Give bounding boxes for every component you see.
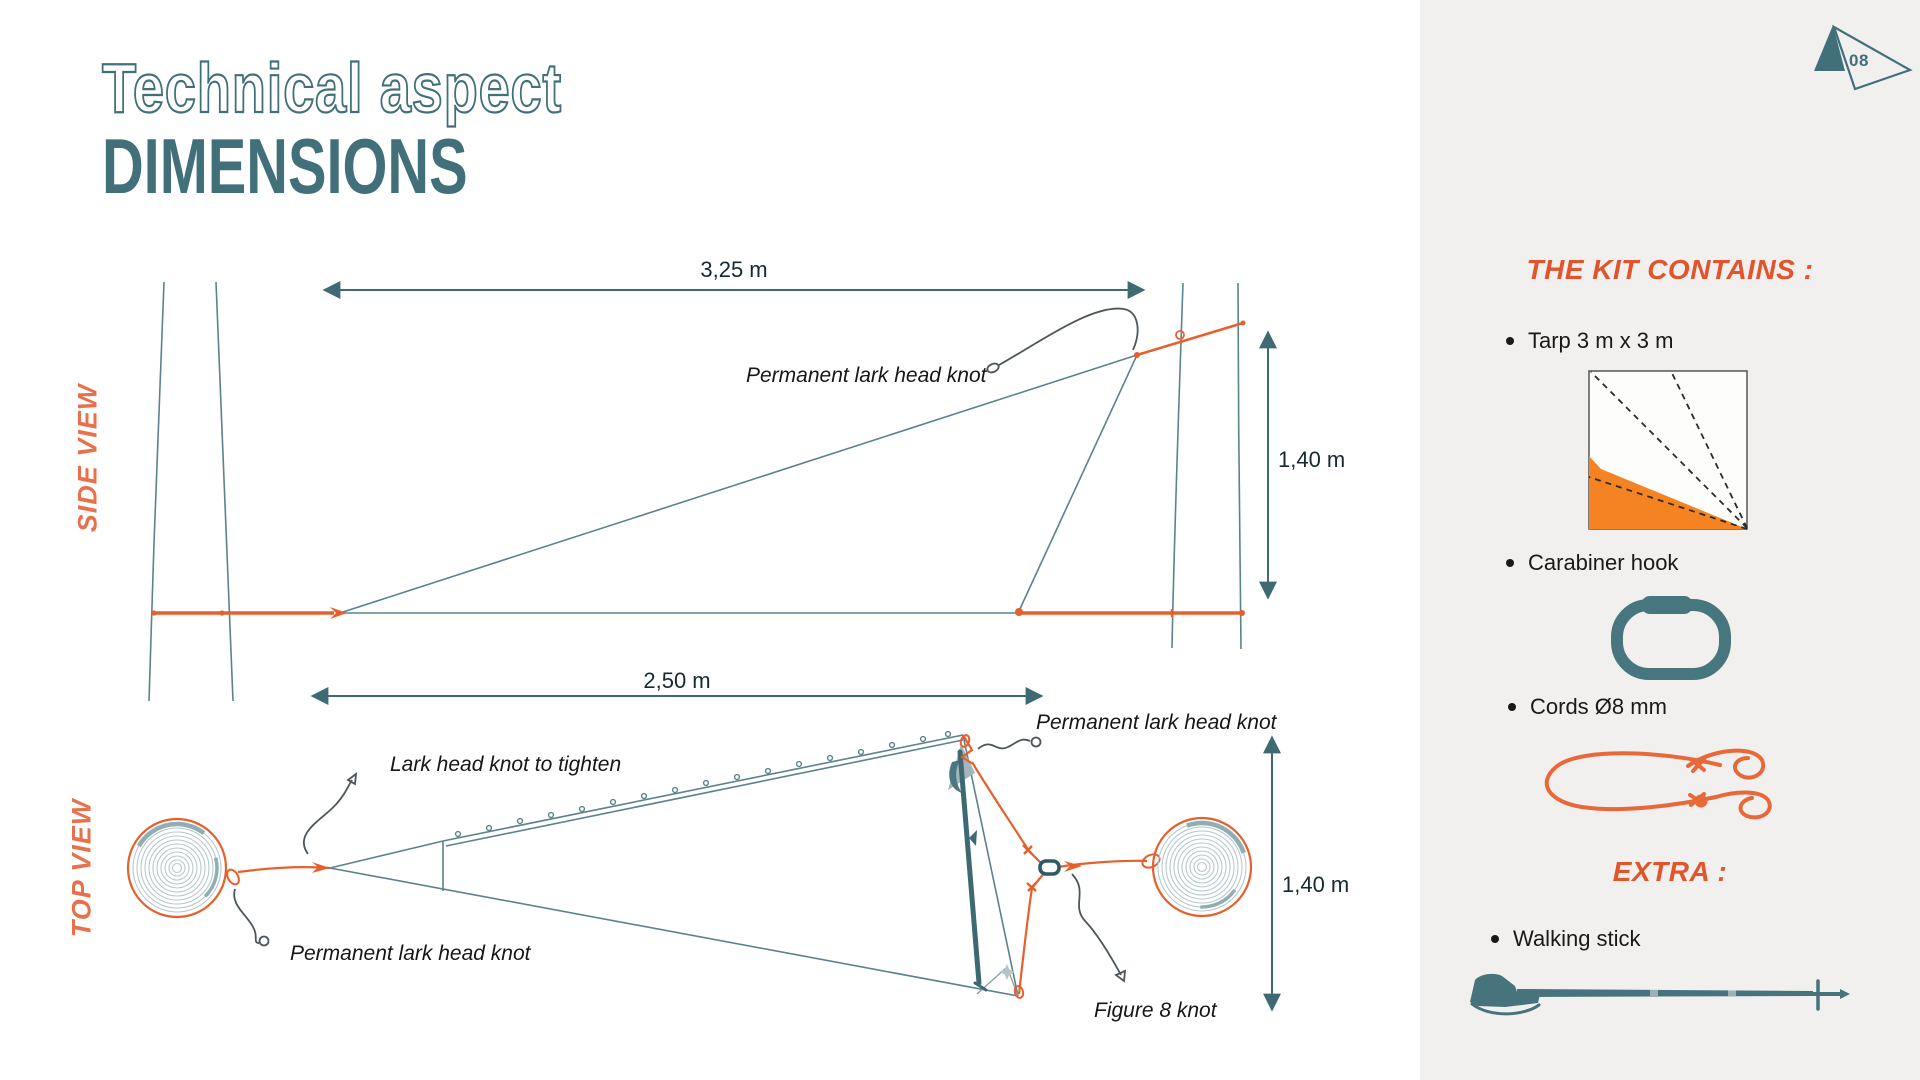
kit-item-label: Cords Ø8 mm [1530, 694, 1667, 719]
bullet-icon [1506, 559, 1514, 567]
kit-item-cords [1508, 694, 1667, 720]
annotation-side-permanent-knot: Permanent lark head knot [746, 364, 987, 387]
annotation-permanent-knot-right: Permanent lark head knot [1036, 711, 1277, 734]
dimension-label-250: 2,50 m [643, 668, 711, 693]
rope-left [238, 862, 330, 873]
top-view-label: TOP VIEW [66, 798, 97, 938]
walking-stick-icon [1462, 962, 1854, 1024]
extra-item-walking-stick [1491, 926, 1641, 952]
page-title: Technical aspect [102, 49, 562, 127]
carabiner-top-view [1040, 861, 1059, 874]
dimension-label-140-side: 1,40 m [1278, 447, 1346, 472]
extra-item-label: Walking stick [1513, 926, 1641, 951]
kit-item-label: Tarp 3 m x 3 m [1528, 328, 1674, 353]
annotation-lark-knot-tighten: Lark head knot to tighten [390, 753, 622, 776]
tarp-side-profile [343, 355, 1137, 613]
log-right-icon [1146, 811, 1259, 924]
tarp-folding-diagram [1585, 367, 1753, 535]
tarp-edge-loops [456, 732, 951, 837]
dimension-label-140-top: 1,40 m [1282, 872, 1350, 897]
bullet-icon [1506, 337, 1514, 345]
dimension-label-325: 3,25 m [700, 257, 768, 282]
kit-title: THE KIT CONTAINS : [1526, 254, 1814, 285]
leader-side-permanent-knot [986, 309, 1138, 375]
side-view-diagram [149, 282, 1268, 701]
kit-item-carabiner [1506, 550, 1678, 576]
cord-icon [1538, 742, 1788, 832]
walking-stick-top-view [948, 744, 986, 990]
page-number: 08 [1849, 51, 1869, 70]
bullet-icon [1508, 703, 1516, 711]
extra-title: EXTRA : [1612, 856, 1728, 887]
ground-strap-right [1015, 608, 1245, 617]
tree-trunk-left-icon [149, 282, 233, 701]
ground-strap-left [151, 607, 347, 619]
annotation-figure8-knot: Figure 8 knot [1094, 999, 1217, 1022]
bullet-icon [1491, 935, 1499, 943]
ridge-rope-apex [1134, 321, 1246, 359]
log-left-icon [117, 808, 241, 928]
sparkle-icon [999, 964, 1015, 980]
carabiner-icon [1609, 592, 1733, 682]
kit-item-label: Carabiner hook [1528, 550, 1679, 575]
page-subtitle: DIMENSIONS [102, 122, 468, 210]
side-view-label: SIDE VIEW [72, 383, 103, 533]
annotation-permanent-knot-left: Permanent lark head knot [290, 942, 531, 965]
kit-item-tarp [1506, 328, 1673, 354]
